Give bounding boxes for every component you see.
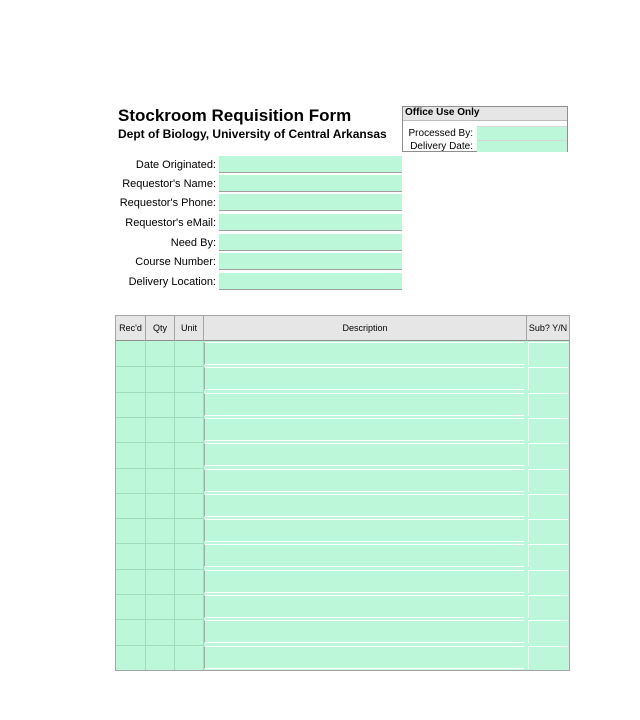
col-header-recd: Rec'd (116, 316, 146, 341)
col-header-description: Description (204, 316, 527, 341)
col-header-sub: Sub? Y/N (528, 323, 568, 333)
sub-yn-cell[interactable] (528, 418, 568, 441)
table-row (116, 543, 569, 568)
unit-cell[interactable] (175, 645, 203, 670)
recd-cell[interactable] (116, 518, 145, 543)
qty-cell[interactable] (146, 645, 174, 670)
row-divider (116, 518, 203, 519)
recd-cell[interactable] (116, 392, 145, 417)
requestor-phone-row (110, 193, 402, 212)
form-subtitle: Dept of Biology, University of Central Arkansas (118, 127, 387, 141)
row-divider (116, 569, 203, 570)
requestor-email-field[interactable] (219, 214, 402, 231)
need-by-label: Need By: (170, 237, 216, 249)
sub-yn-cell[interactable] (528, 342, 568, 365)
row-divider (116, 417, 203, 418)
need-by-field[interactable] (219, 234, 402, 251)
unit-cell[interactable] (175, 341, 203, 366)
delivery-location-row (110, 272, 402, 291)
date-originated-label: Date Originated: (135, 159, 216, 171)
requestor-name-label: Requestor's Name: (122, 178, 216, 190)
qty-cell[interactable] (146, 543, 174, 568)
course-number-row (110, 252, 402, 271)
recd-cell[interactable] (116, 366, 145, 391)
recd-cell[interactable] (116, 468, 145, 493)
sub-yn-cell[interactable] (528, 646, 568, 669)
table-row (116, 493, 569, 518)
recd-cell[interactable] (116, 645, 145, 670)
description-cell[interactable] (204, 519, 524, 542)
table-row (116, 619, 569, 644)
qty-cell[interactable] (146, 392, 174, 417)
qty-cell[interactable] (146, 518, 174, 543)
description-cell[interactable] (204, 595, 524, 618)
delivery-date-field[interactable] (477, 140, 567, 152)
qty-cell[interactable] (146, 366, 174, 391)
sub-yn-cell[interactable] (528, 519, 568, 542)
qty-cell[interactable] (146, 468, 174, 493)
row-divider (116, 619, 203, 620)
recd-cell[interactable] (116, 594, 145, 619)
sub-yn-cell[interactable] (528, 595, 568, 618)
qty-cell[interactable] (146, 417, 174, 442)
sub-yn-cell[interactable] (528, 494, 568, 517)
description-cell[interactable] (204, 367, 524, 390)
table-row (116, 569, 569, 594)
course-number-label: Course Number: (135, 256, 216, 268)
unit-cell[interactable] (175, 594, 203, 619)
description-cell[interactable] (204, 443, 524, 466)
unit-cell[interactable] (175, 619, 203, 644)
processed-by-row (403, 126, 567, 140)
qty-cell[interactable] (146, 341, 174, 366)
date-originated-row (110, 155, 402, 174)
row-divider (116, 594, 203, 595)
sub-yn-cell[interactable] (528, 620, 568, 643)
unit-cell[interactable] (175, 468, 203, 493)
qty-cell[interactable] (146, 442, 174, 467)
table-row (116, 518, 569, 543)
unit-cell[interactable] (175, 366, 203, 391)
requestor-name-row (110, 174, 402, 193)
requestor-phone-label: Requestor's Phone: (119, 197, 216, 209)
recd-cell[interactable] (116, 417, 145, 442)
row-divider (116, 442, 203, 443)
unit-cell[interactable] (175, 518, 203, 543)
delivery-date-label: Delivery Date: (410, 141, 473, 152)
sub-yn-cell[interactable] (528, 367, 568, 390)
delivery-date-row (403, 140, 567, 152)
table-row (116, 594, 569, 619)
row-divider (116, 468, 203, 469)
unit-cell[interactable] (175, 569, 203, 594)
description-cell[interactable] (204, 570, 524, 593)
need-by-row (110, 233, 402, 252)
unit-cell[interactable] (175, 493, 203, 518)
row-divider (116, 543, 203, 544)
office-use-heading: Office Use Only (405, 107, 480, 118)
requestor-phone-field[interactable] (219, 194, 402, 211)
row-divider (116, 645, 203, 646)
table-header (116, 316, 569, 341)
course-number-field[interactable] (219, 253, 402, 270)
form-title: Stockroom Requisition Form (118, 106, 352, 125)
qty-cell[interactable] (146, 594, 174, 619)
qty-cell[interactable] (146, 619, 174, 644)
processed-by-field[interactable] (477, 126, 567, 140)
description-cell[interactable] (204, 342, 524, 365)
description-cell[interactable] (204, 494, 524, 517)
table-row (116, 417, 569, 442)
row-divider (116, 392, 203, 393)
recd-cell[interactable] (116, 569, 145, 594)
description-cell[interactable] (204, 544, 524, 567)
requestor-name-field[interactable] (219, 175, 402, 192)
description-cell[interactable] (204, 393, 524, 416)
col-header-qty: Qty (146, 316, 175, 341)
table-row (116, 645, 569, 670)
unit-cell[interactable] (175, 392, 203, 417)
row-divider (116, 366, 203, 367)
qty-cell[interactable] (146, 493, 174, 518)
description-cell[interactable] (204, 469, 524, 492)
description-cell[interactable] (204, 646, 524, 669)
recd-cell[interactable] (116, 442, 145, 467)
requestor-email-label: Requestor's eMail: (125, 217, 216, 229)
recd-cell[interactable] (116, 341, 145, 366)
unit-cell[interactable] (175, 543, 203, 568)
requestor-email-row (110, 213, 402, 232)
table-row (116, 341, 569, 366)
sub-yn-cell[interactable] (528, 544, 568, 567)
recd-cell[interactable] (116, 543, 145, 568)
processed-by-label: Processed By: (408, 128, 473, 139)
recd-cell[interactable] (116, 493, 145, 518)
delivery-location-field[interactable] (219, 273, 402, 290)
row-divider (116, 493, 203, 494)
col-header-unit: Unit (175, 316, 204, 341)
sub-yn-cell[interactable] (528, 443, 568, 466)
recd-cell[interactable] (116, 619, 145, 644)
table-row (116, 366, 569, 391)
delivery-location-label: Delivery Location: (128, 276, 216, 288)
unit-cell[interactable] (175, 442, 203, 467)
sub-yn-cell[interactable] (528, 469, 568, 492)
date-originated-field[interactable] (219, 156, 402, 173)
unit-cell[interactable] (175, 417, 203, 442)
sub-yn-cell[interactable] (528, 393, 568, 416)
items-table (115, 315, 570, 671)
table-row (116, 468, 569, 493)
description-cell[interactable] (204, 620, 524, 643)
description-cell[interactable] (204, 418, 524, 441)
office-use-box (402, 106, 568, 152)
qty-cell[interactable] (146, 569, 174, 594)
office-use-header (403, 107, 567, 121)
sub-yn-cell[interactable] (528, 570, 568, 593)
table-row (116, 442, 569, 467)
table-row (116, 392, 569, 417)
